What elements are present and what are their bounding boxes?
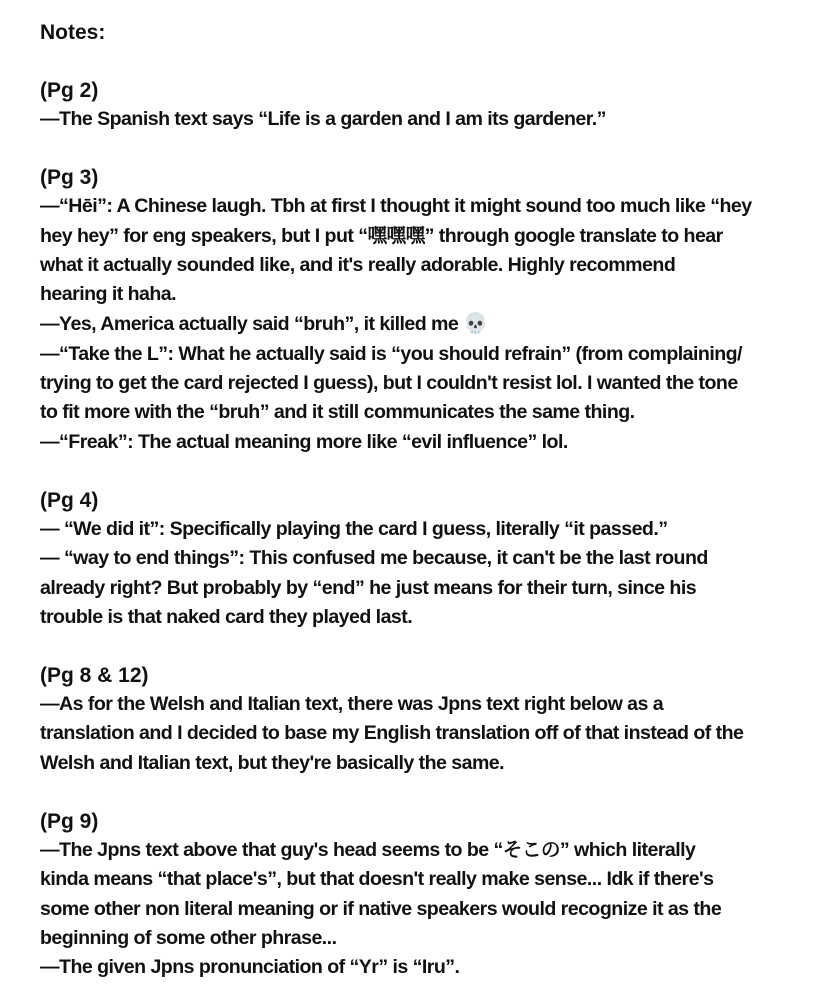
section-pg-9: [40, 807, 782, 982]
note-line: —The Spanish text says “Life is a garden and I am its gardener.”: [40, 108, 606, 130]
note-line: trouble is that naked card they played last.: [40, 605, 413, 628]
section-heading: (Pg 4): [40, 488, 99, 512]
note-line: Welsh and Italian text, but they're basically the same.: [40, 751, 505, 774]
note-line: —As for the Welsh and Italian text, there was Jpns text right below as a: [40, 693, 664, 716]
section-heading: (Pg 3): [40, 166, 99, 190]
note-line: — “way to end things”: This confused me because, it can't be the last round: [40, 547, 708, 570]
note-line: kinda means “that place's”, but that doesn't really make sense... Idk if there's: [40, 868, 714, 891]
note-line: —The given Jpns pronunciation of “Yr” is “Iru”.: [40, 956, 460, 979]
section-pg-2: [40, 76, 782, 134]
section-pg-4: [40, 486, 782, 632]
section-heading: (Pg 2): [40, 79, 99, 102]
note-line: [40, 309, 782, 339]
section-pg-8-12: [40, 661, 782, 778]
note-line: —“Hēi”: A Chinese laugh. Tbh at first I thought it might sound too much like “hey: [40, 195, 752, 218]
note-line: hey hey” for eng speakers, but I put “嘿嘿嘿” through google translate to hear: [40, 224, 723, 247]
note-line: hearing it haha.: [40, 283, 177, 306]
note-line: some other non literal meaning or if native speakers would recognize it as the: [40, 897, 722, 920]
notes-title: Notes:: [40, 21, 106, 44]
note-line: already right? But probably by “end” he just means for their turn, since his: [40, 576, 697, 599]
section-pg-3: [40, 163, 782, 457]
section-heading: (Pg 8 & 12): [40, 664, 149, 688]
note-line: translation and I decided to base my English translation off of that instead of the: [40, 722, 744, 745]
note-line: —“Freak”: The actual meaning more like “evil influence” lol.: [40, 430, 568, 453]
note-line: —The Jpns text above that guy's head seems to be “そこの” which literally: [40, 839, 696, 862]
note-line: —“Take the L”: What he actually said is “you should refrain” (from complaining/: [40, 342, 742, 365]
skull-emoji-icon: 💀: [463, 311, 488, 336]
note-line: what it actually sounded like, and it's really adorable. Highly recommend: [40, 253, 676, 276]
note-line: beginning of some other phrase...: [40, 926, 337, 949]
note-line: trying to get the card rejected I guess), but I couldn't resist lol. I wanted the tone: [40, 372, 738, 395]
note-line-text: —Yes, America actually said “bruh”, it killed me: [40, 313, 459, 336]
note-line: to fit more with the “bruh” and it still communicates the same thing.: [40, 401, 635, 424]
note-line: — “We did it”: Specifically playing the card I guess, literally “it passed.”: [40, 517, 668, 540]
section-heading: (Pg 9): [40, 810, 99, 834]
